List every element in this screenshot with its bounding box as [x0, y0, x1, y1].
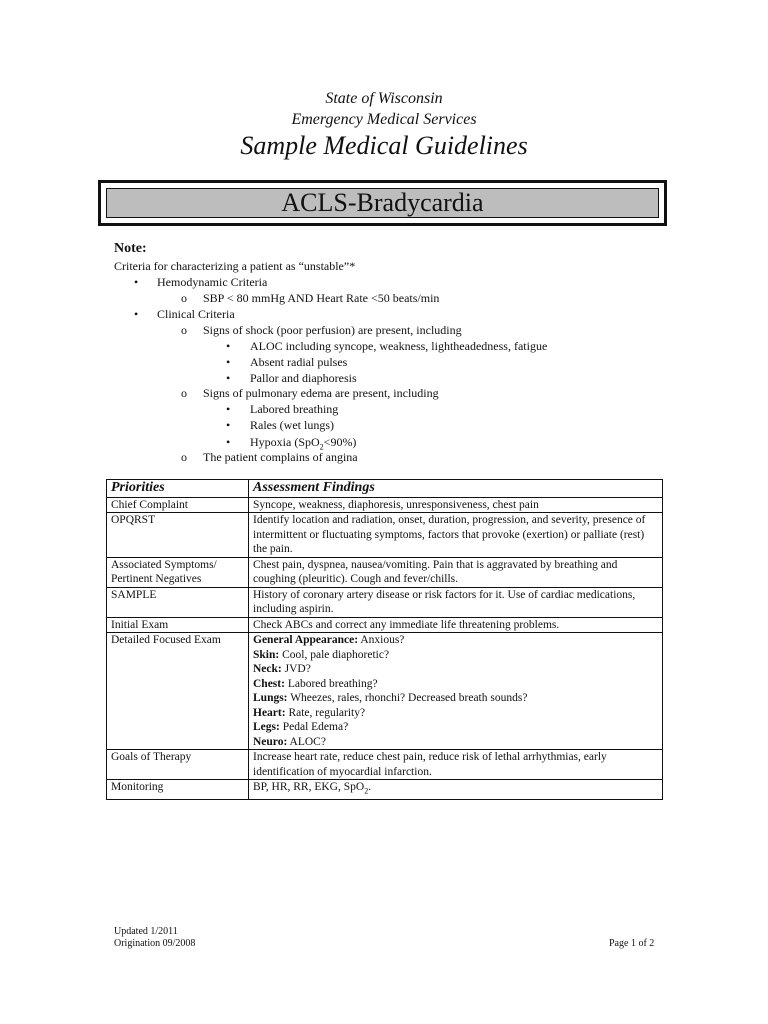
table-row — [107, 750, 663, 780]
hemodynamic-criteria: Hemodynamic Criteria — [157, 275, 268, 289]
detail-line — [253, 691, 658, 706]
detail-label: Neuro: — [253, 735, 288, 748]
table-row — [107, 617, 663, 633]
hypoxia-text: Hypoxia (SpO — [250, 435, 320, 449]
detail-label: Chest: — [253, 677, 285, 690]
priority-cell: Detailed Focused Exam — [107, 633, 249, 750]
detail-label: Lungs: — [253, 692, 288, 704]
table-row — [107, 633, 663, 750]
footer-updated: Updated 1/2011 — [114, 926, 178, 937]
monitoring-text: BP, HR, RR, EKG, SpO — [253, 781, 365, 793]
detail-text: Cool, pale diaphoretic? — [279, 648, 390, 661]
monitoring-cell — [249, 780, 663, 800]
finding-cell: Increase heart rate, reduce chest pain, reduce risk of lethal arrhythmias, early identification of myocardial infarction. — [249, 750, 663, 780]
finding-cell: Syncope, weakness, diaphoresis, unresponsiveness, chest pain — [249, 497, 663, 513]
circle-bullet-icon: o — [181, 450, 187, 464]
finding-cell: Chest pain, dyspnea, nausea/vomiting. Pain that is aggravated by breathing and coughing (pleuritic). Cough and fever/chills. — [249, 557, 663, 587]
detail-text: Wheezes, rales, rhonchi? Decreased breath sounds? — [287, 692, 528, 704]
circle-bullet-icon: o — [181, 386, 187, 400]
hypoxia-subscript: 2 — [319, 442, 324, 452]
priority-cell: Associated Symptoms/ Pertinent Negatives — [107, 557, 249, 587]
detail-label: Legs: — [253, 721, 280, 733]
clinical-criteria: Clinical Criteria — [157, 307, 235, 321]
pulmonary-edema-signs: Signs of pulmonary edema are present, including — [203, 386, 439, 400]
priority-cell: Goals of Therapy — [107, 750, 249, 780]
detail-line — [253, 648, 658, 663]
header-state: State of Wisconsin — [325, 90, 443, 107]
table-row — [107, 780, 663, 800]
banner-title: ACLS-Bradycardia — [106, 188, 659, 218]
pallor-item: Pallor and diaphoresis — [250, 371, 357, 385]
column-header-priorities: Priorities — [107, 480, 249, 498]
priority-cell: Chief Complaint — [107, 497, 249, 513]
detail-line — [253, 735, 658, 750]
bullet-icon: • — [226, 371, 231, 385]
bullet-icon: • — [134, 307, 139, 321]
bullet-icon: • — [134, 275, 139, 289]
rales-item: Rales (wet lungs) — [250, 418, 334, 432]
table-row — [107, 513, 663, 558]
detailed-exam-cell — [249, 633, 663, 750]
detail-line — [253, 633, 658, 648]
radial-pulses-item: Absent radial pulses — [250, 355, 348, 369]
monitoring-end: . — [368, 781, 372, 793]
bullet-icon: • — [226, 402, 231, 416]
detail-line — [253, 720, 658, 735]
detail-text: ALOC? — [287, 735, 326, 748]
page-title: Sample Medical Guidelines — [240, 131, 528, 160]
detail-text: JVD? — [281, 663, 311, 675]
hypoxia-threshold: <90%) — [323, 435, 357, 449]
detail-text: Rate, regularity? — [285, 706, 366, 719]
labored-breathing-item: Labored breathing — [250, 402, 339, 416]
finding-cell: Identify location and radiation, onset, duration, progression, and severity, presence of intermittent or fluctuating symptoms, factors that provoke (exertion) or palliate (rest) the pain. — [249, 513, 663, 558]
shock-signs: Signs of shock (poor perfusion) are present, including — [203, 323, 462, 337]
note-label: Note: — [114, 241, 147, 256]
header-agency: Emergency Medical Services — [291, 111, 477, 128]
table-row — [107, 557, 663, 587]
detail-line — [253, 677, 658, 692]
bullet-icon: • — [226, 418, 231, 432]
detail-text: Pedal Edema? — [279, 721, 349, 733]
sbp-criteria: SBP < 80 mmHg AND Heart Rate <50 beats/min — [203, 291, 440, 305]
bullet-icon: • — [226, 355, 231, 369]
detail-label: Heart: — [253, 706, 286, 719]
bullet-icon: • — [226, 435, 231, 449]
detail-label: Skin: — [253, 648, 280, 661]
finding-cell: Check ABCs and correct any immediate life threatening problems. — [249, 617, 663, 633]
detail-line — [253, 706, 658, 721]
column-header-findings: Assessment Findings — [249, 480, 663, 498]
priority-cell: SAMPLE — [107, 587, 249, 617]
priority-cell: Initial Exam — [107, 617, 249, 633]
priority-cell: Monitoring — [107, 780, 249, 800]
footer-page-number: Page 1 of 2 — [609, 938, 655, 949]
table-row — [107, 587, 663, 617]
footer-origination: Origination 09/2008 — [114, 938, 196, 949]
priority-cell: OPQRST — [107, 513, 249, 558]
table-header-row — [107, 480, 663, 498]
angina-item: The patient complains of angina — [203, 450, 358, 464]
table-row — [107, 497, 663, 513]
assessment-table — [106, 479, 663, 800]
monitoring-subscript: 2 — [364, 786, 369, 796]
detail-label: Neck: — [253, 663, 282, 675]
detail-line — [253, 662, 658, 677]
finding-cell: History of coronary artery disease or risk factors for it. Use of cardiac medications, including aspirin. — [249, 587, 663, 617]
aloc-item: ALOC including syncope, weakness, lightheadedness, fatigue — [250, 339, 548, 353]
detail-label: General Appearance: — [253, 634, 359, 646]
circle-bullet-icon: o — [181, 291, 187, 305]
bullet-icon: • — [226, 339, 231, 353]
note-intro: Criteria for characterizing a patient as “unstable”* — [114, 259, 356, 273]
circle-bullet-icon: o — [181, 323, 187, 337]
detail-text: Labored breathing? — [284, 677, 378, 690]
title-banner — [98, 180, 667, 226]
detail-text: Anxious? — [358, 634, 405, 646]
